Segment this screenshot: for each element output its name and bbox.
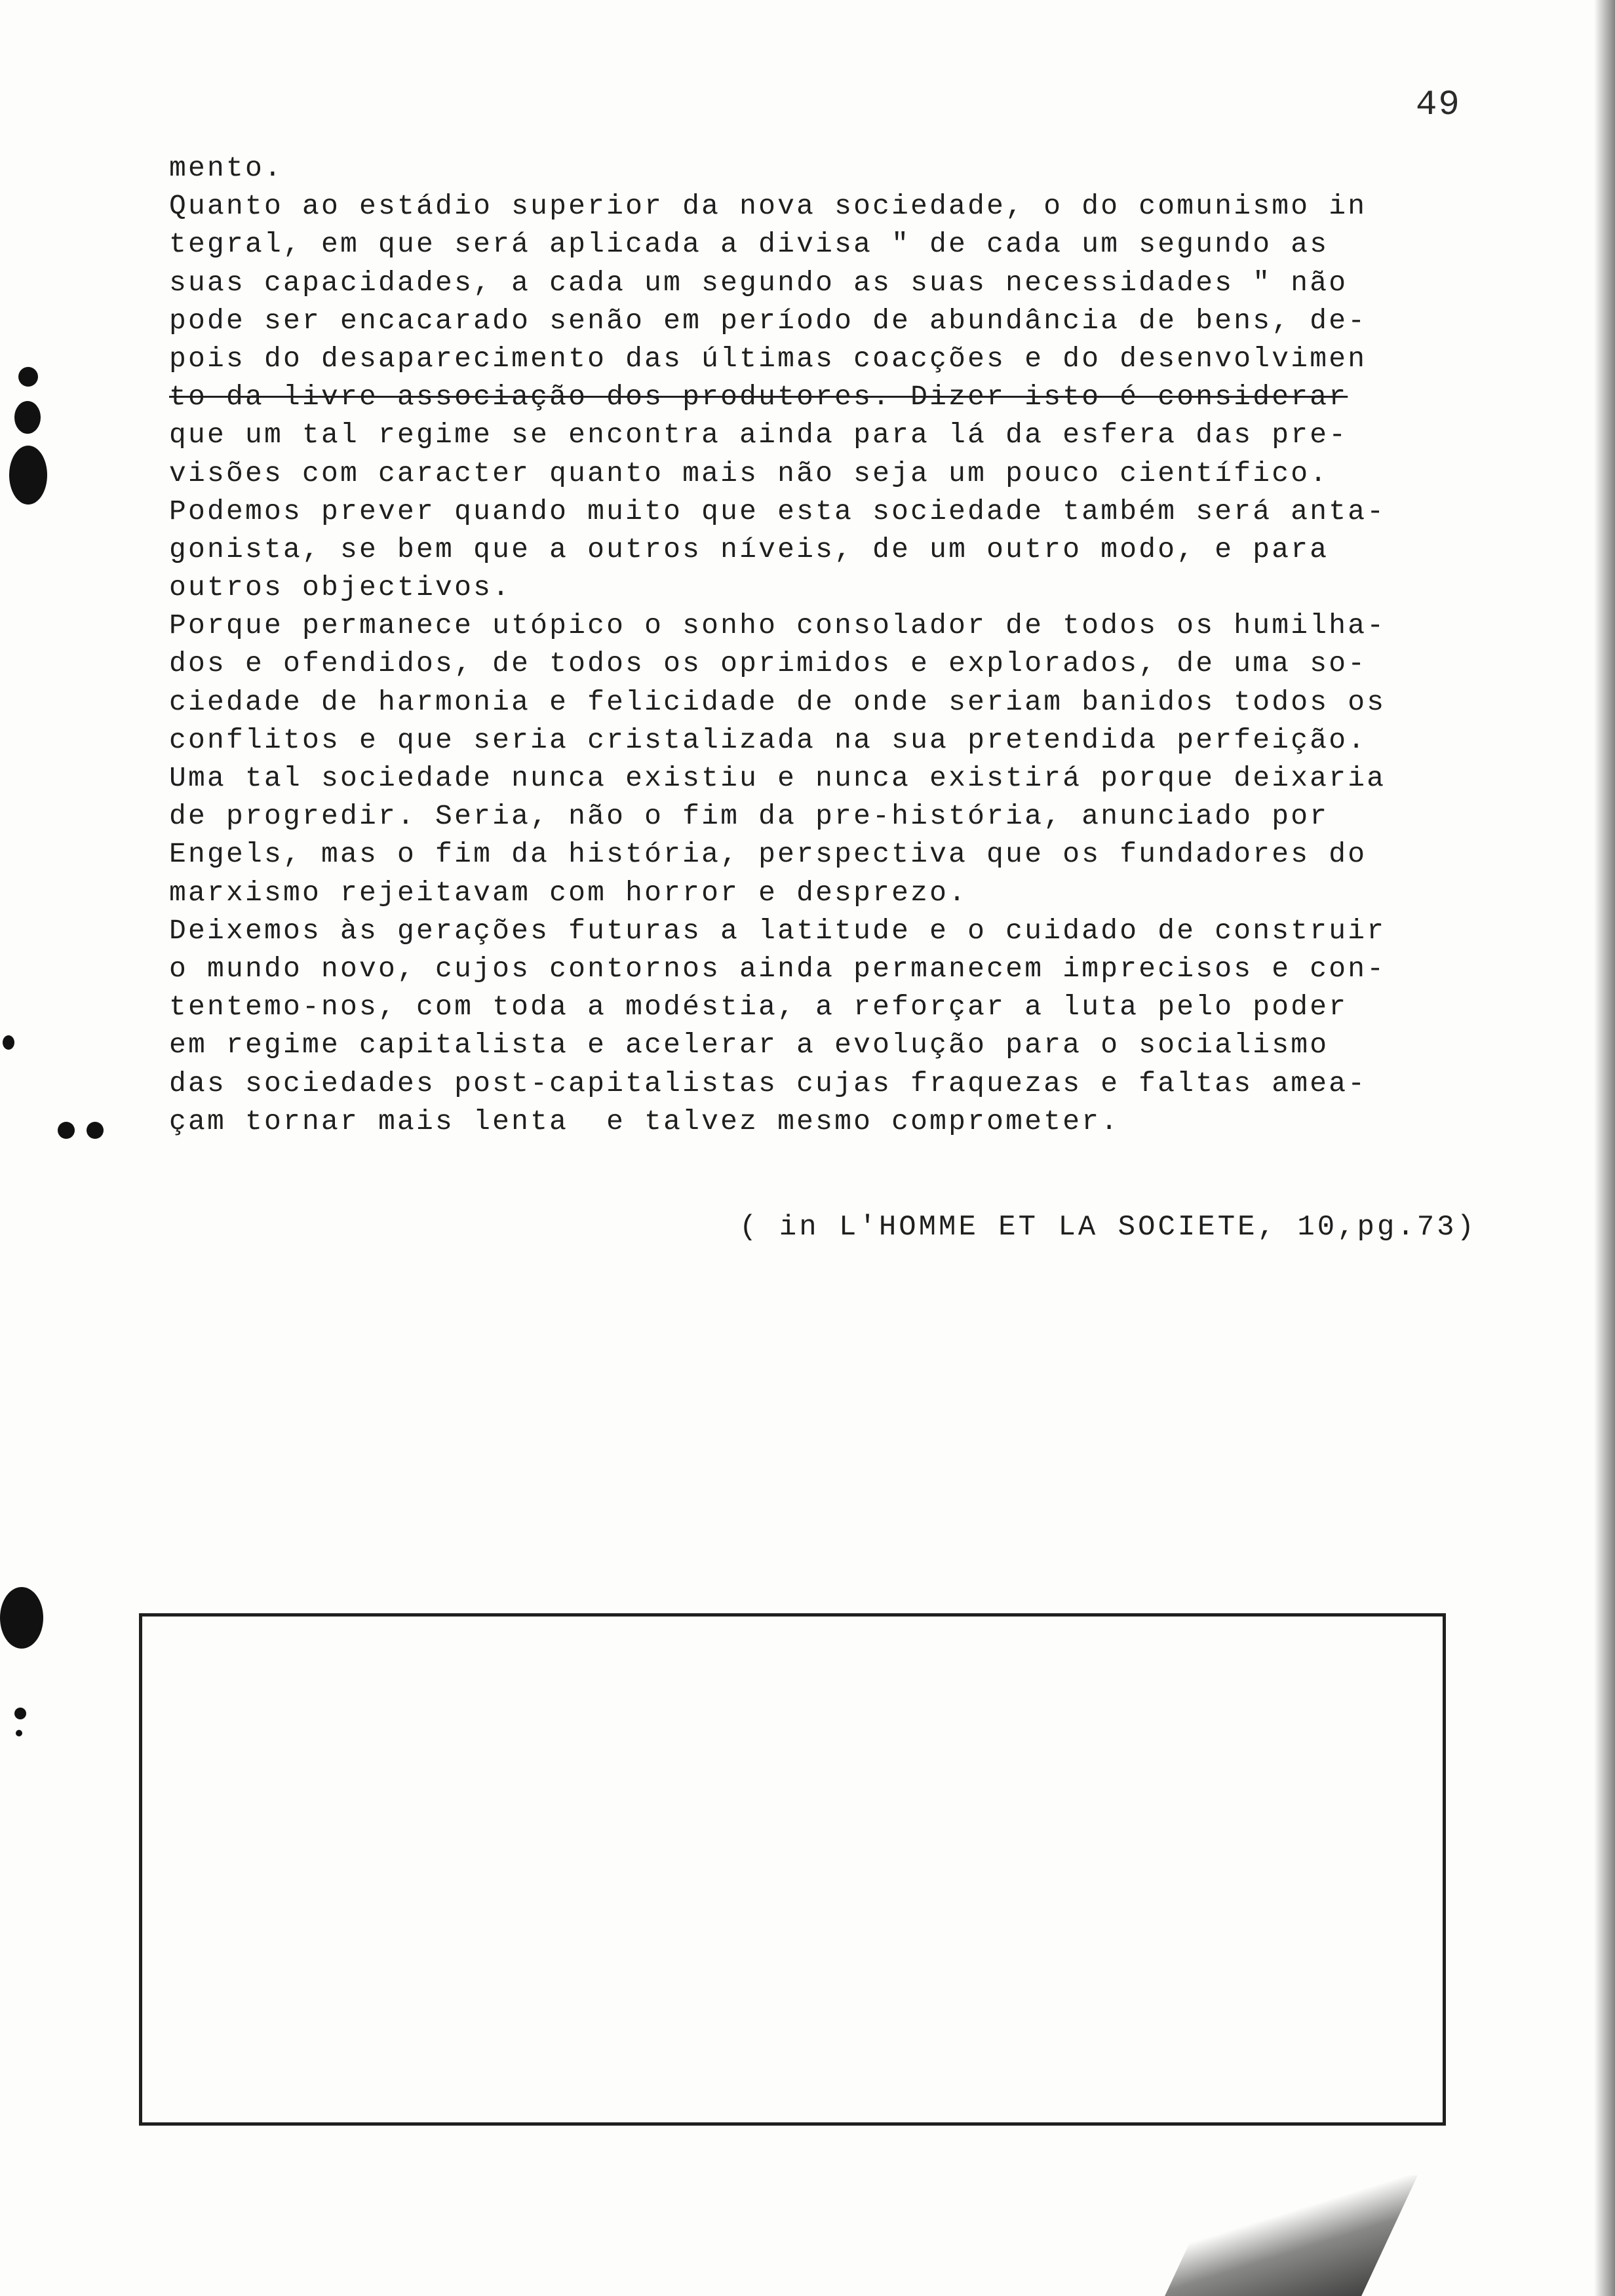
punch-hole-mark [9,446,47,505]
punch-hole-mark [87,1122,104,1139]
citation: ( in L'HOMME ET LA SOCIETE, 10,pg.73) [739,1211,1477,1244]
scan-corner-smudge [1165,2175,1418,2296]
text-line: o mundo novo, cujos contornos ainda permanecem imprecisos e con- [169,952,1386,985]
text-line: Deixemos às gerações futuras a latitude e o cuidado de construir [169,914,1386,947]
text-line: ciedade de harmonia e felicidade de onde seriam banidos todos os [169,685,1386,718]
text-line: gonista, se bem que a outros níveis, de um outro modo, e para [169,533,1329,565]
punch-hole-mark [0,1587,43,1649]
scan-edge-shadow [1594,0,1615,2296]
punch-hole-mark [3,1035,14,1050]
text-line: pois do desaparecimento das últimas coacções e do desenvolvimen [169,342,1367,375]
text-line: mento. [169,152,284,184]
punch-hole-mark [58,1122,75,1139]
text-line-struck: to da livre associação dos produtores. Dizer isto é considerar [169,381,1348,413]
text-line: tegral, em que será aplicada a divisa " de cada um segundo as [169,228,1329,261]
page-number: 49 [1416,85,1461,125]
text-line: das sociedades post-capitalistas cujas fraquezas e faltas amea- [169,1067,1367,1100]
text-line: çam tornar mais lenta e talvez mesmo comprometer. [169,1105,1120,1138]
empty-frame-box [139,1613,1446,2126]
text-line: de progredir. Seria, não o fim da pre-história, anunciado por [169,800,1329,833]
text-line: Podemos prever quando muito que esta sociedade também será anta- [169,495,1386,527]
text-line: em regime capitalista e acelerar a evolução para o socialismo [169,1029,1329,1062]
text-line: conflitos e que seria cristalizada na sua pretendida perfeição. [169,723,1367,756]
text-line: dos e ofendidos, de todos os oprimidos e explorados, de uma so- [169,647,1367,680]
text-line: Quanto ao estádio superior da nova sociedade, o do comunismo in [169,190,1367,223]
text-line: tentemo-nos, com toda a modéstia, a reforçar a luta pelo poder [169,991,1348,1024]
punch-hole-mark [14,401,41,434]
punch-hole-mark [16,1730,22,1736]
text-line: marxismo rejeitavam com horror e desprezo. [169,876,968,909]
text-line: Porque permanece utópico o sonho consolador de todos os humilha- [169,609,1386,642]
text-line: que um tal regime se encontra ainda para lá da esfera das pre- [169,419,1348,451]
text-line: pode ser encacarado senão em período de abundância de bens, de- [169,304,1367,337]
text-line: Uma tal sociedade nunca existiu e nunca existirá porque deixaria [169,762,1386,794]
text-line: outros objectivos. [169,571,512,604]
text-line: suas capacidades, a cada um segundo as suas necessidades " não [169,266,1348,299]
text-line: Engels, mas o fim da história, perspectiva que os fundadores do [169,838,1367,871]
punch-hole-mark [18,367,38,387]
text-line: visões com caracter quanto mais não seja um pouco científico. [169,457,1329,489]
punch-hole-mark [14,1708,26,1719]
body-text [169,149,1493,1141]
